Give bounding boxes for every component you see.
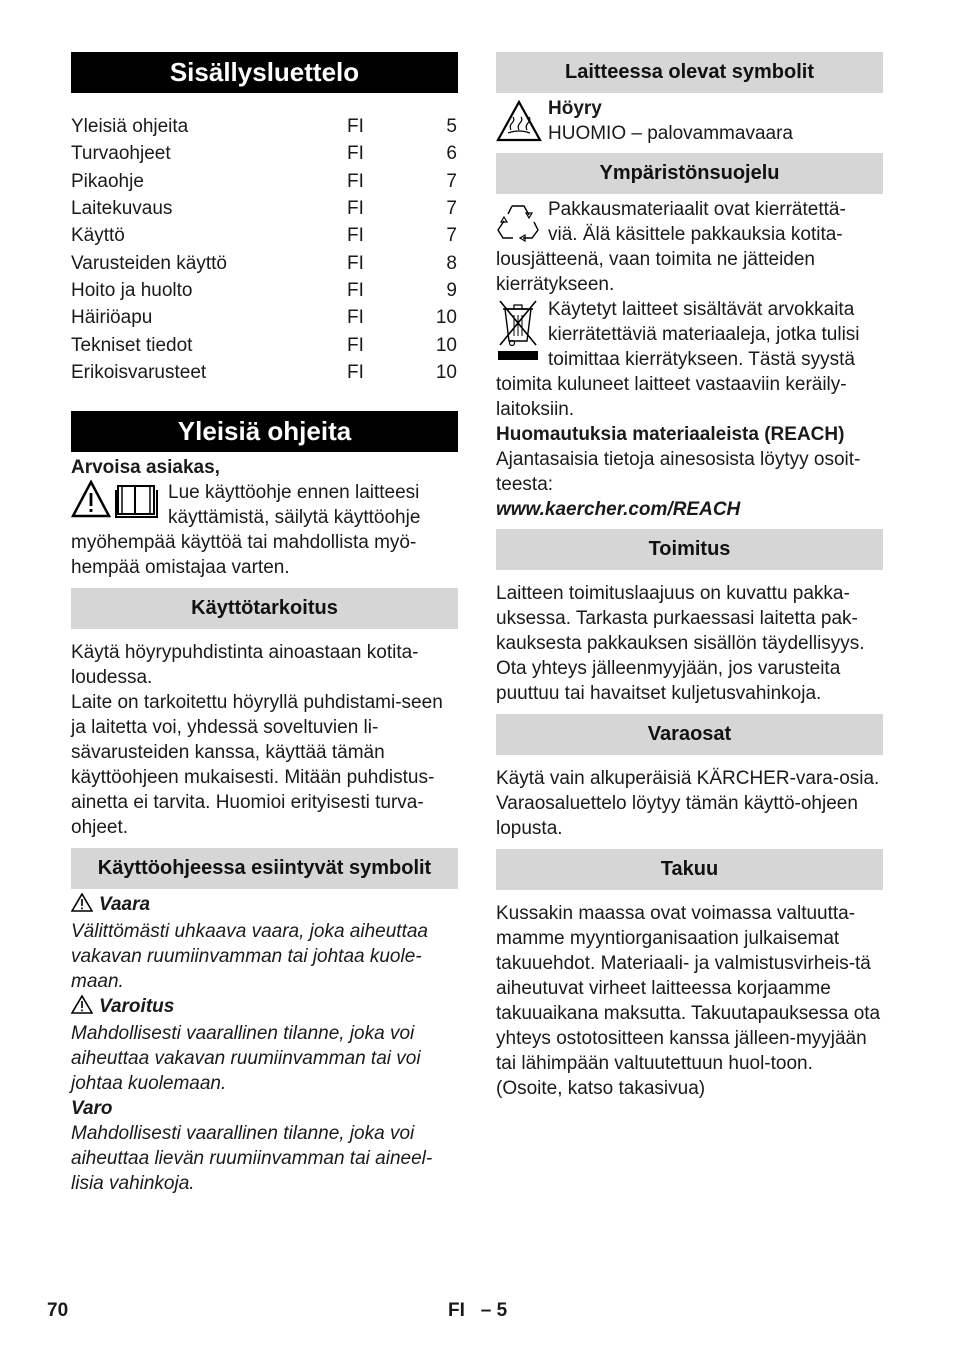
toc-entry[interactable] xyxy=(71,277,458,304)
read-manual-block xyxy=(71,480,458,530)
right-column xyxy=(496,52,883,1101)
toc-entry-lang: FI xyxy=(347,307,364,329)
general-title: Yleisiä ohjeita xyxy=(71,411,458,452)
toc-entry-page: 7 xyxy=(446,198,457,220)
danger-heading xyxy=(71,892,458,919)
toc-entry-page: 7 xyxy=(446,170,457,192)
steam-block xyxy=(496,96,883,146)
toc-entry-label: Käyttö xyxy=(71,225,125,247)
toc-entry-page: 9 xyxy=(446,279,457,301)
intro-line-2: käyttämistä, säilytä käyttöohje xyxy=(168,506,421,528)
intro-line-1: Lue käyttöohje ennen laitteesi xyxy=(168,481,420,503)
toc-entry-label: Yleisiä ohjeita xyxy=(71,116,189,138)
greeting: Arvoisa asiakas, xyxy=(71,456,220,478)
reach-heading: Huomautuksia materiaaleista (REACH) xyxy=(496,424,845,445)
weee-line-1: Käytetyt laitteet sisältävät arvokkaita xyxy=(548,299,855,320)
toc-entry-page: 10 xyxy=(435,361,457,383)
toc-entry[interactable] xyxy=(71,359,458,386)
weee-block xyxy=(496,297,883,372)
toc-entry-lang: FI xyxy=(347,170,364,192)
toc-entry-label: Varusteiden käyttö xyxy=(71,252,227,274)
toc-entry-page: 6 xyxy=(446,143,457,165)
warning-triangle-icon xyxy=(71,995,93,1021)
warning-heading xyxy=(71,994,458,1021)
weee-rest: toimita kuluneet laitteet vastaaviin keräily-laitoksiin. xyxy=(496,374,847,420)
recycling-block xyxy=(496,197,883,247)
caution-text: Mahdollisesti vaarallinen tilanne, joka voi aiheuttaa lievän ruumiinvamman tai aineel-lisia vahinkoja. xyxy=(71,1122,433,1194)
toc-entry-lang: FI xyxy=(347,334,364,356)
purpose-p2: Laite on tarkoitettu höyryllä puhdistami-seen ja laitetta voi, yhdessä soveltuvien li-sävarusteiden kanssa, käyttää tämän käyttöohjeen mukaisesti. Mitään puhdistus-ainetta ei tarvita. Huomioi erityisesti turva-ohjeet. xyxy=(71,691,443,838)
toc-entry-page: 10 xyxy=(435,334,457,356)
toc-entry-lang: FI xyxy=(347,198,364,220)
toc-entry-lang: FI xyxy=(347,252,364,274)
recycling-icon xyxy=(496,202,540,249)
recycle-line-2: viä. Älä käsittele pakkauksia kotita- xyxy=(548,224,843,245)
delivery-p1: Laitteen toimituslaajuus on kuvattu pakka-uksessa. Tarkasta purkaessasi laitetta pak-kauksesta pakkauksen sisällön täydellisyys. xyxy=(496,583,865,654)
toc-entry[interactable] xyxy=(71,140,458,167)
spares-title: Varaosat xyxy=(496,714,883,755)
reach-text: Ajantasaisia tietoja ainesosista löytyy osoit-teesta: xyxy=(496,449,861,495)
toc-entry-page: 7 xyxy=(446,225,457,247)
hot-steam-icon xyxy=(496,100,542,149)
footer-section-ref: FI – 5 xyxy=(448,1300,508,1321)
toc-entry[interactable] xyxy=(71,249,458,276)
manual-symbols-title: Käyttöohjeessa esiintyvät symbolit xyxy=(71,848,458,889)
warranty-p1: Kussakin maassa ovat voimassa valtuutta-mamme myyntiorganisaation julkaisemat takuuehdot. Materiaali- ja valmistusvirheis-tä aiheutuvat virheet laitteessa korjaamme takuuaikana maksutta. Takuutapauksessa ota yhteys ostotositteen kanssa jälleen-myyjään tai lähimpään valtuutettuun huol-toon. xyxy=(496,903,881,1074)
warranty-p2: (Osoite, katso takasivua) xyxy=(496,1078,706,1099)
crossed-bin-icon xyxy=(496,299,540,372)
warranty-title: Takuu xyxy=(496,849,883,890)
toc-entry-label: Tekniset tiedot xyxy=(71,334,193,356)
toc-entry-label: Hoito ja huolto xyxy=(71,279,193,301)
toc-entry-page: 5 xyxy=(446,116,457,138)
toc-entry-label: Turvaohjeet xyxy=(71,143,171,165)
purpose-p1: Käytä höyrypuhdistinta ainoastaan kotita-loudessa. xyxy=(71,641,419,688)
toc-entry[interactable] xyxy=(71,304,458,331)
toc-entry-lang: FI xyxy=(347,143,364,165)
delivery-p2: Ota yhteys jälleenmyyjään, jos varusteita puuttuu tai havaitset kuljetusvahinkoja. xyxy=(496,658,841,704)
toc-entry-label: Häiriöapu xyxy=(71,307,153,329)
left-column xyxy=(71,52,458,1196)
purpose-title: Käyttötarkoitus xyxy=(71,588,458,629)
toc-entry-lang: FI xyxy=(347,279,364,301)
page-number: 70 xyxy=(47,1300,69,1321)
toc-entry-lang: FI xyxy=(347,116,364,138)
warning-text: Mahdollisesti vaarallinen tilanne, joka voi aiheuttaa vakavan ruumiinvamman tai voi johtaa kuolemaan. xyxy=(71,1022,421,1094)
toc-title: Sisällysluettelo xyxy=(71,52,458,93)
recycle-rest: lousjätteenä, vaan toimita ne jätteiden kierrätykseen. xyxy=(496,249,815,295)
toc-entry-lang: FI xyxy=(347,361,364,383)
toc-entry[interactable] xyxy=(71,113,458,140)
intro-rest: myöhempää käyttöä tai mahdollista myö-hempää omistajaa varten. xyxy=(71,531,417,578)
toc-entry-lang: FI xyxy=(347,225,364,247)
toc-entry-page: 10 xyxy=(435,307,457,329)
toc-table xyxy=(71,113,458,386)
steam-text: HUOMIO – palovammavaara xyxy=(548,123,793,144)
toc-entry-page: 8 xyxy=(446,252,457,274)
weee-line-2: kierrätettäviä materiaaleja, jotka tulisi xyxy=(548,324,860,345)
warning-book-icon xyxy=(71,480,161,527)
warning-label: Varoitus xyxy=(99,995,175,1017)
danger-text: Välittömästi uhkaava vaara, joka aiheuttaa vakavan ruumiinvamman tai johtaa kuole-maan. xyxy=(71,920,428,992)
toc-entry[interactable] xyxy=(71,222,458,249)
toc-entry-label: Laitekuvaus xyxy=(71,198,173,220)
delivery-title: Toimitus xyxy=(496,529,883,570)
recycle-line-1: Pakkausmateriaalit ovat kierrätettä- xyxy=(548,199,846,220)
environment-title: Ympäristönsuojelu xyxy=(496,153,883,194)
caution-label: Varo xyxy=(71,1097,113,1119)
spares-p1: Käytä vain alkuperäisiä KÄRCHER-vara-osia. Varaosaluettelo löytyy tämän käyttö-ohjeen lopusta. xyxy=(496,768,880,839)
toc-entry-label: Erikoisvarusteet xyxy=(71,361,207,383)
toc-entry-label: Pikaohje xyxy=(71,170,144,192)
toc-entry[interactable] xyxy=(71,195,458,222)
reach-url[interactable]: www.kaercher.com/REACH xyxy=(496,499,741,520)
warning-triangle-icon xyxy=(71,893,93,919)
danger-label: Vaara xyxy=(99,893,151,915)
weee-line-3: toimittaa kierrätykseen. Tästä syystä xyxy=(548,349,855,370)
steam-label: Höyry xyxy=(548,98,602,119)
device-symbols-title: Laitteessa olevat symbolit xyxy=(496,52,883,93)
toc-entry[interactable] xyxy=(71,168,458,195)
toc-entry[interactable] xyxy=(71,331,458,358)
